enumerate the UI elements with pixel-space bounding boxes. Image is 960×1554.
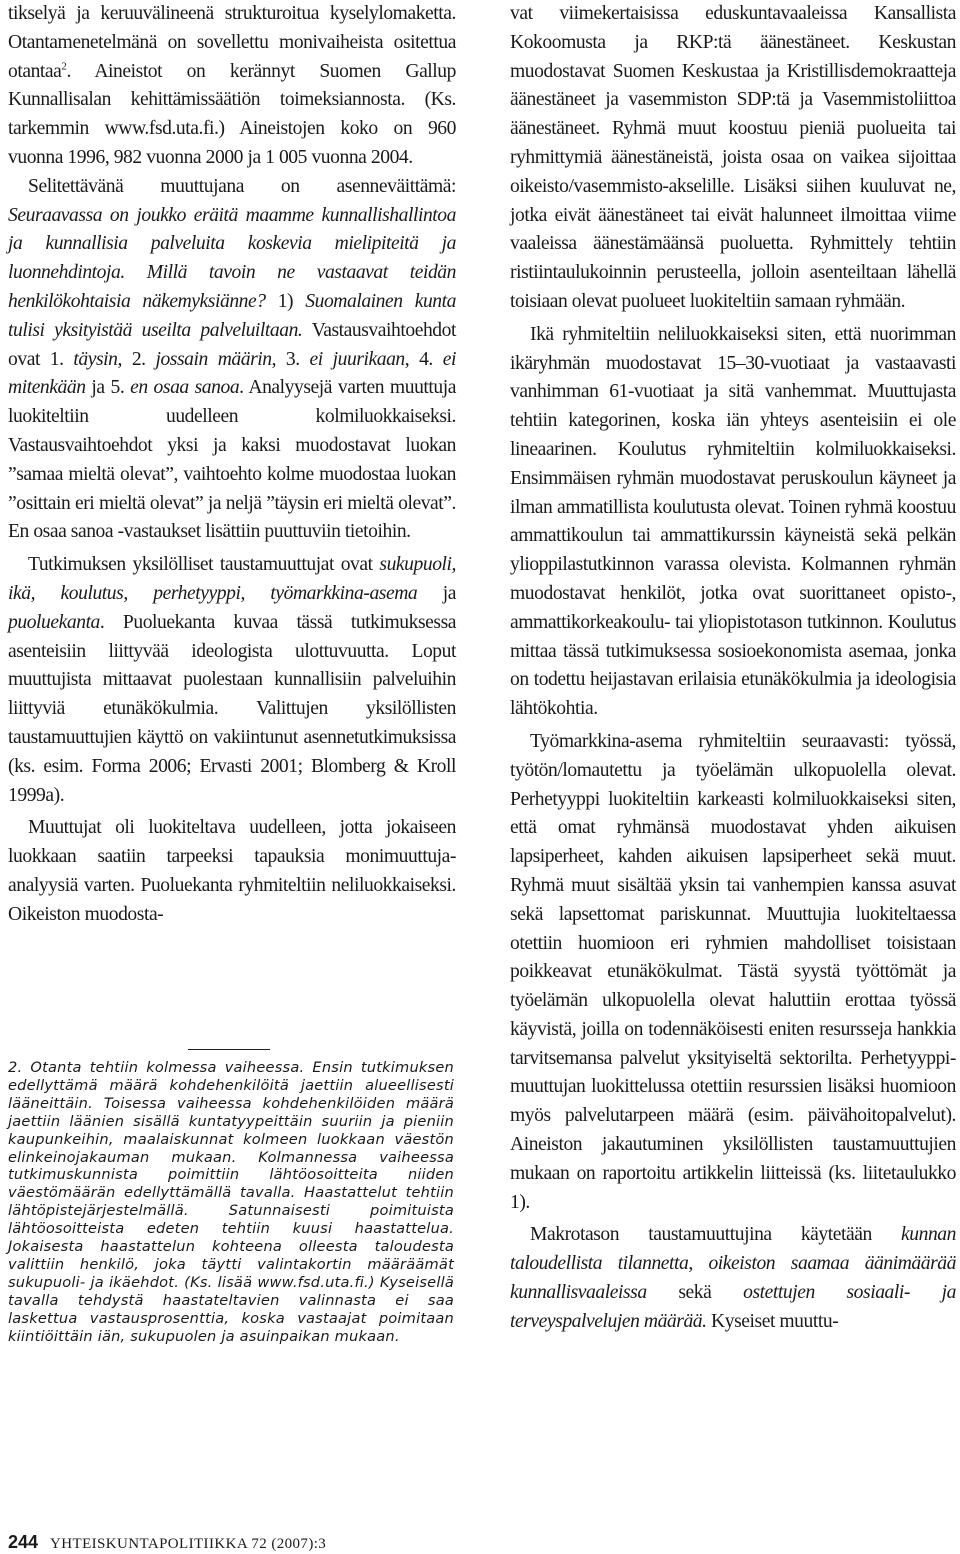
answer-option: täysin (73, 348, 118, 370)
footnote-text: 2. Otanta tehtiin kolmessa vaiheessa. Ensin tutkimuksen edellyttämä määrä kohdehenkilöitä jaettiin alueellisesti lääneittäin. Toisessa vaiheessa kohdehenkilöiden määrä jaettiin läänien sisällä kuntatyypeittäin suuriin ja pieniin kaupunkeihin, maalaiskunnat kolmeen luokkaan väestön elinkeinojakauman mukaan. Kolmannessa vaiheessa tutkimuskunnista poimittiin lähtöosoitteita niiden väestömäärän edellyttämällä tavalla. Haastattelut tehtiin lähtöpistejärjestelmällä. Satunnaisesti poimituista lähtöosoitteista edeten tehtiin kuusi haastattelua. Jokaisesta haastattelun kohteena olleesta taloudesta valittiin henkilö, joka täytti valintakortin määräämät sukupuoli- ja ikäehdot. (Ks. lisää www.fsd.uta.fi.) Kyseisellä tavalla tehdystä haastateltavien valinnasta ei saa laskettua vastausprosenttia, koska vastaajat poimitaan kiintiöittäin iän, sukupuolen ja asuinpaikan mukaan. (8, 1059, 454, 1345)
paragraph (510, 728, 956, 1218)
page-number: 244 (8, 1532, 39, 1552)
footnote (8, 1059, 454, 1346)
variable-list: kunnan taloudellista tilannetta, oikeiston saamaa äänimäärää kunnallisvaaleissa (510, 1224, 956, 1304)
text-run: ja 5. (85, 377, 131, 399)
answer-option: ei mitenkään (8, 348, 456, 399)
text-run: , 4. (404, 348, 443, 370)
text-run: , 3. (271, 348, 310, 370)
paragraph (510, 321, 956, 724)
answer-option: jossain määrin (155, 348, 272, 370)
right-column (510, 0, 956, 1337)
variable-name: ostettujen sosiaali- ja terveyspalvelujen määrää. (510, 1282, 956, 1332)
text-run: Työmarkkina-asema ryhmiteltiin seuraavasti: työssä, työtön/lomautettu ja työelämän ulkopuolella olevat. Perhetyyppi luokiteltiin karkeasti kolmiluokkaiseksi siten, että omat ryhmänsä muodostavat yhden aikuisen lapsiperheet, kahden aikuisen lapsiperheet sekä muut. Ryhmä muut sisältää yksin tai vanhempien kanssa asuvat sekä lapsettomat pariskunnat. Muuttujia luokiteltaessa otettiin huomioon eri ryhmien mahdolliset toisistaan poikkeavat etunäkökulmat. Tästä syystä työttömät ja työelämän ulkopuolella olevat haluttiin erottaa työssä käyvistä, joilla on todennäköisesti eniten resursseja hankkia tarvitsemansa palvelut yksityiseltä sektorilta. Perhetyyppi-muuttujan luokittelussa otettiin resurssien lisäksi huomioon myös palvelutarpeen määrä (esim. päivähoitopalvelut). Aineiston jakautuminen yksilöllisten taustamuuttujien mukaan on raportoitu artikkelin liitteissä (ks. liitetaulukko 1). (510, 730, 956, 1213)
text-run: Ikä ryhmiteltiin neliluokkaiseksi siten, että nuorimman ikäryhmän muodostavat 15–30-vuotiaat ja vastaavasti vanhimman 61-vuotiaat ja sitä vanhemmat. Muuttujasta tehtiin kategorinen, koska iän yhteys asenteisiin ei ole lineaarinen. Koulutus ryhmiteltiin kolmiluokkaiseksi. Ensimmäisen ryhmän muodostavat peruskoulun käyneet ja ilman ammatillista koulutusta olevat. Toinen ryhmä koostuu ammattikoulun tai ammattikurssin käyneistä sekä pelkän ylioppilastutkinnon varassa olevista. Kolmannen ryhmän muodostavat henkilöt, jotka ovat suorittaneet opisto-, ammattikorkeakoulu- tai yliopistotason tutkinnon. Koulutus mittaa tässä tutkimuksessa sosioekonomista asemaa, jonka on todettu heijastavan erilaisia etunäkökulmia ja ideologisia lähtökohtia. (510, 323, 956, 720)
journal-title: YHTEISKUNTAPOLITIIKKA 72 (2007):3 (50, 1536, 327, 1552)
answer-option: ei juurikaan (309, 348, 405, 370)
text-run: 1) (265, 290, 306, 312)
text-run: tikselyä ja keruuvälineenä strukturoitua kyselylomaketta. Otantamenetelmänä on sovellettu monivaiheista ositettua otantaa (8, 3, 456, 82)
text-run: Tutkimuksen yksilölliset taustamuuttujat ovat (28, 554, 380, 576)
text-run: . Aineistot on kerännyt Suomen Gallup Kunnallisalan kehittämissäätiön toimeksiannosta. (Ks. tarkemmin www.fsd.uta.fi.) Aineistojen koko on 960 vuonna 1996, 982 vuonna 2000 ja 1 005 vuonna 2004. (8, 60, 456, 168)
text-run: Kyseiset muuttu- (706, 1310, 839, 1332)
text-run: Selitettävänä muuttujana on asenneväittämä: (28, 175, 456, 197)
paragraph (8, 173, 456, 547)
text-run: ja (417, 582, 456, 604)
footnote-marker: 2 (61, 60, 67, 73)
quoted-question: Seuraavassa on joukko eräitä maamme kunnallishallintoa ja kunnallisia palveluita koskevia mielipiteitä ja luonnehdintoja. Millä tavoin ne vastaavat teidän henkilökohtaisia näkemyksiänne? (8, 204, 456, 312)
variable-name: puoluekanta (8, 611, 100, 633)
paragraph (8, 814, 456, 929)
text-run: . Analyysejä varten muuttuja luokiteltiin uudelleen kolmiluokkaiseksi. Vastausvaihtoehdot yksi ja kaksi muodostavat luokan ”samaa mieltä olevat”, vaihtoehto kolme muodostaa luokan ”osittain eri mieltä olevat” ja neljä ”täysin eri mieltä olevat”. En osaa sanoa -vastaukset lisättiin puuttuviin tietoihin. (8, 377, 456, 543)
text-run: . Puoluekanta kuvaa tässä tutkimuksessa asenteisiin liittyvää ideologista ulottuvuutta. Loput muuttujista mittaavat puolestaan kunnallisiin palveluihin liittyviä etunäkökulmia. Valittujen yksilöllisten taustamuuttujien käyttö on vakiintunut asennetutkimuksissa (ks. esim. Forma 2006; Ervasti 2001; Blomberg & Kroll 1999a). (8, 611, 456, 806)
footnote-divider (188, 1049, 270, 1050)
left-column (8, 0, 456, 930)
text-run: Makrotason taustamuuttujina käytetään (530, 1224, 902, 1246)
text-run: Muuttujat oli luokiteltava uudelleen, jotta jokaiseen luokkaan saatiin tarpeeksi tapauksia monimuuttuja-analyysiä varten. Puoluekanta ryhmiteltiin neliluokkaiseksi. Oikeiston muodosta- (8, 817, 456, 925)
text-run: sekä (646, 1282, 744, 1304)
page-footer (8, 1532, 326, 1552)
paragraph (510, 1221, 956, 1336)
text-run: , 2. (117, 348, 156, 370)
paragraph (8, 0, 456, 173)
text-run: vat viimekertaisissa eduskuntavaaleissa Kansallista Kokoomusta ja RKP:tä äänestäneet. Keskustan muodostavat Suomen Keskustaa ja Kristillisdemokraatteja äänestäneet ja vasemmiston SDP:tä ja Vasemmistoliittoa äänestäneet. Ryhmä muut koostuu pieniä puolueita tai ryhmittymiä äänestäneistä, joista osaa on vaikea sijoittaa oikeisto/vasemmisto-akselille. Lisäksi siihen kuuluvat ne, jotka eivät äänestäneet tai eivät halunneet ilmoittaa viime vaaleissa äänestämäänsä puoluetta. Ryhmittely tehtiin ristiintaulukoinnin perusteella, jolloin asenteiltaan lähellä toisiaan olevat puolueet luokiteltiin samaan ryhmään. (510, 3, 956, 312)
paragraph (8, 551, 456, 810)
answer-option: en osaa sanoa (130, 377, 240, 399)
variable-list: sukupuoli, ikä, koulutus, perhetyyppi, työmarkkina-asema (8, 554, 456, 604)
paragraph (510, 0, 956, 317)
text-run: Vastausvaihtoehdot ovat 1. (8, 319, 456, 370)
quoted-statement: Suomalainen kunta tulisi yksityistää useilta palveluiltaan. (8, 290, 456, 341)
